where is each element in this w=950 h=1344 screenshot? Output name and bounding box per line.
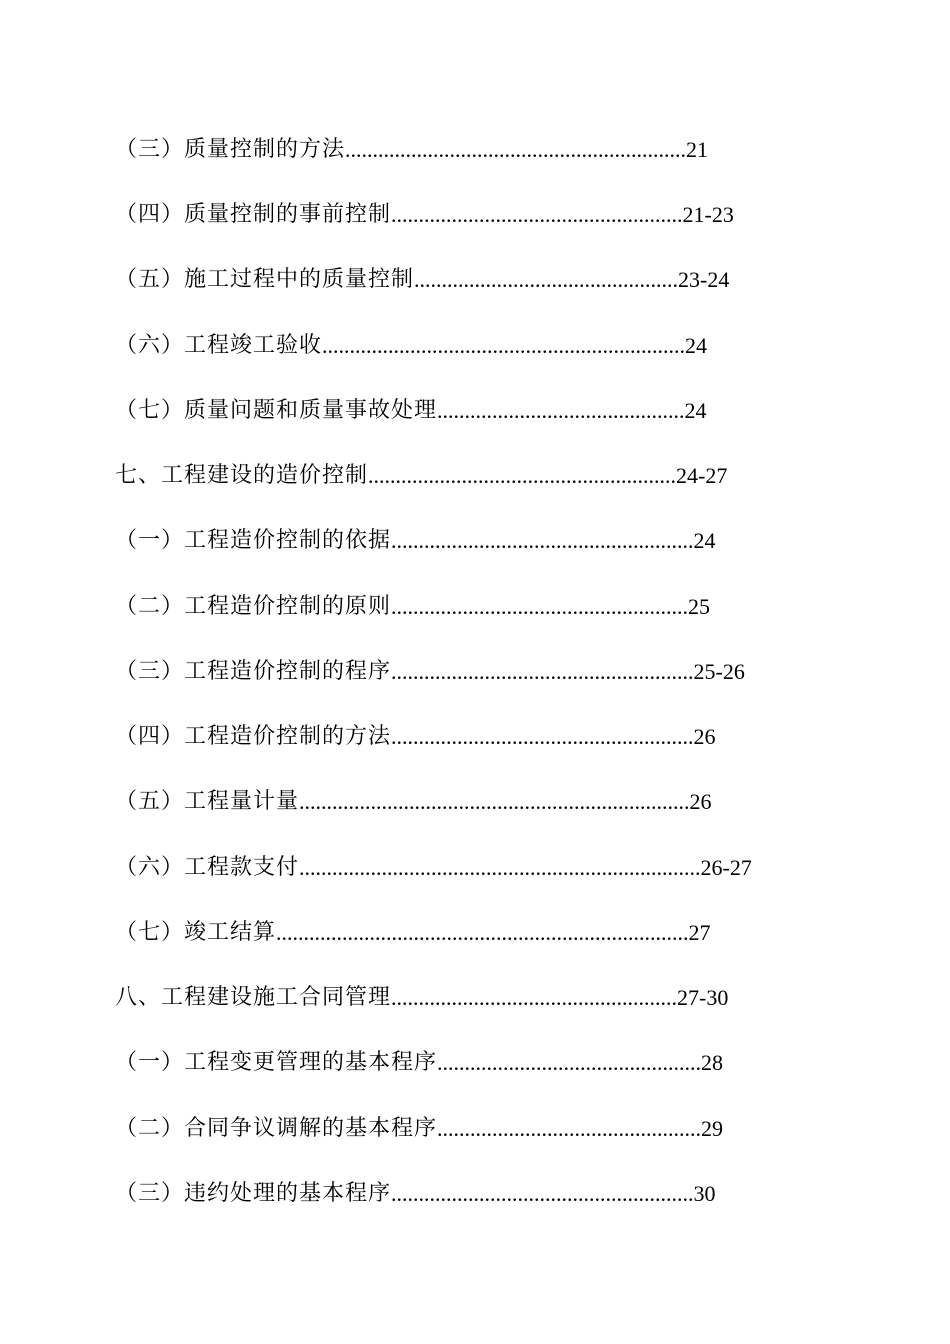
toc-entry	[115, 329, 707, 363]
toc-entry-title: （七）质量问题和质量事故处理	[115, 398, 438, 423]
toc-entry-title: （三）违约处理的基本程序	[115, 1181, 392, 1206]
toc-entry-leader: ................................................	[437, 1116, 702, 1141]
toc-entry	[115, 198, 734, 232]
toc-entry-leader: ......................................................	[391, 594, 689, 619]
toc-entry-leader: .......................................................	[391, 1181, 694, 1206]
toc-entry-title: 七、工程建设的造价控制	[115, 463, 369, 488]
toc-entry-title: （五）施工过程中的质量控制	[115, 267, 415, 292]
toc-entry	[115, 524, 716, 558]
toc-chapter-entry	[115, 981, 728, 1015]
toc-entry-title: 八、工程建设施工合同管理	[115, 985, 392, 1010]
toc-entry-page: 29	[701, 1116, 724, 1141]
toc-entry	[115, 1046, 723, 1080]
toc-entry-page: 25	[688, 594, 711, 619]
toc-entry-title: （七）竣工结算	[115, 920, 277, 945]
toc-entry	[115, 785, 712, 819]
toc-entry-page: 24	[684, 398, 707, 423]
toc-entry-leader: .........................................................................	[299, 855, 701, 880]
toc-entry-page: 23-24	[678, 267, 730, 292]
toc-entry-title: （三）工程造价控制的程序	[115, 659, 392, 684]
toc-entry-title: （六）工程款支付	[115, 855, 300, 880]
toc-entry-page: 26	[689, 789, 712, 814]
toc-entry-leader: .......................................................	[391, 724, 694, 749]
toc-entry-title: （六）工程竣工验收	[115, 333, 323, 358]
toc-entry-title: （三）质量控制的方法	[115, 137, 346, 162]
toc-entry-page: 26-27	[700, 855, 752, 880]
toc-entry	[115, 851, 752, 885]
toc-entry-title: （二）合同争议调解的基本程序	[115, 1116, 438, 1141]
toc-entry-page: 21-23	[682, 202, 734, 227]
toc-entry-leader: ....................................................	[391, 985, 678, 1010]
toc-entry-page: 25-26	[693, 659, 745, 684]
toc-chapter-entry	[115, 459, 727, 493]
toc-entry-page: 27-30	[677, 985, 729, 1010]
toc-entry-leader: .......................................................	[391, 659, 694, 684]
toc-entry	[115, 263, 729, 297]
toc-entry	[115, 916, 711, 950]
toc-entry	[115, 720, 716, 754]
toc-entry-leader: ................................................	[414, 267, 679, 292]
toc-entry-leader: .......................................................................	[299, 789, 690, 814]
toc-entry-page: 28	[701, 1050, 724, 1075]
toc-entry	[115, 133, 708, 167]
toc-entry-leader: ..................................................................	[322, 333, 686, 358]
toc-entry	[115, 1177, 716, 1211]
toc-entry-leader: .....................................................	[391, 202, 683, 227]
toc-entry	[115, 1112, 723, 1146]
toc-entry-leader: ................................................	[437, 1050, 702, 1075]
toc-entry-leader: .......................................................	[391, 528, 694, 553]
toc-entry	[115, 394, 707, 428]
toc-entry-leader: .............................................	[437, 398, 685, 423]
toc-entry-page: 27	[688, 920, 711, 945]
toc-entry-page: 24	[685, 333, 708, 358]
toc-entry	[115, 655, 745, 689]
toc-entry-page: 26	[693, 724, 716, 749]
toc-entry-page: 24	[693, 528, 716, 553]
toc-entry-page: 30	[693, 1181, 716, 1206]
toc-entry	[115, 590, 710, 624]
toc-entry-leader: ...........................................................................	[276, 920, 689, 945]
toc-entry-title: （二）工程造价控制的原则	[115, 594, 392, 619]
toc-entry-title: （五）工程量计量	[115, 789, 300, 814]
toc-entry-leader: ........................................................	[368, 463, 677, 488]
toc-entry-title: （一）工程造价控制的依据	[115, 528, 392, 553]
toc-entry-title: （一）工程变更管理的基本程序	[115, 1050, 438, 1075]
toc-entry-page: 24-27	[676, 463, 728, 488]
toc-entry-title: （四）工程造价控制的方法	[115, 724, 392, 749]
toc-entry-leader: ..............................................................	[345, 137, 687, 162]
toc-entry-page: 21	[686, 137, 709, 162]
toc-entry-title: （四）质量控制的事前控制	[115, 202, 392, 227]
